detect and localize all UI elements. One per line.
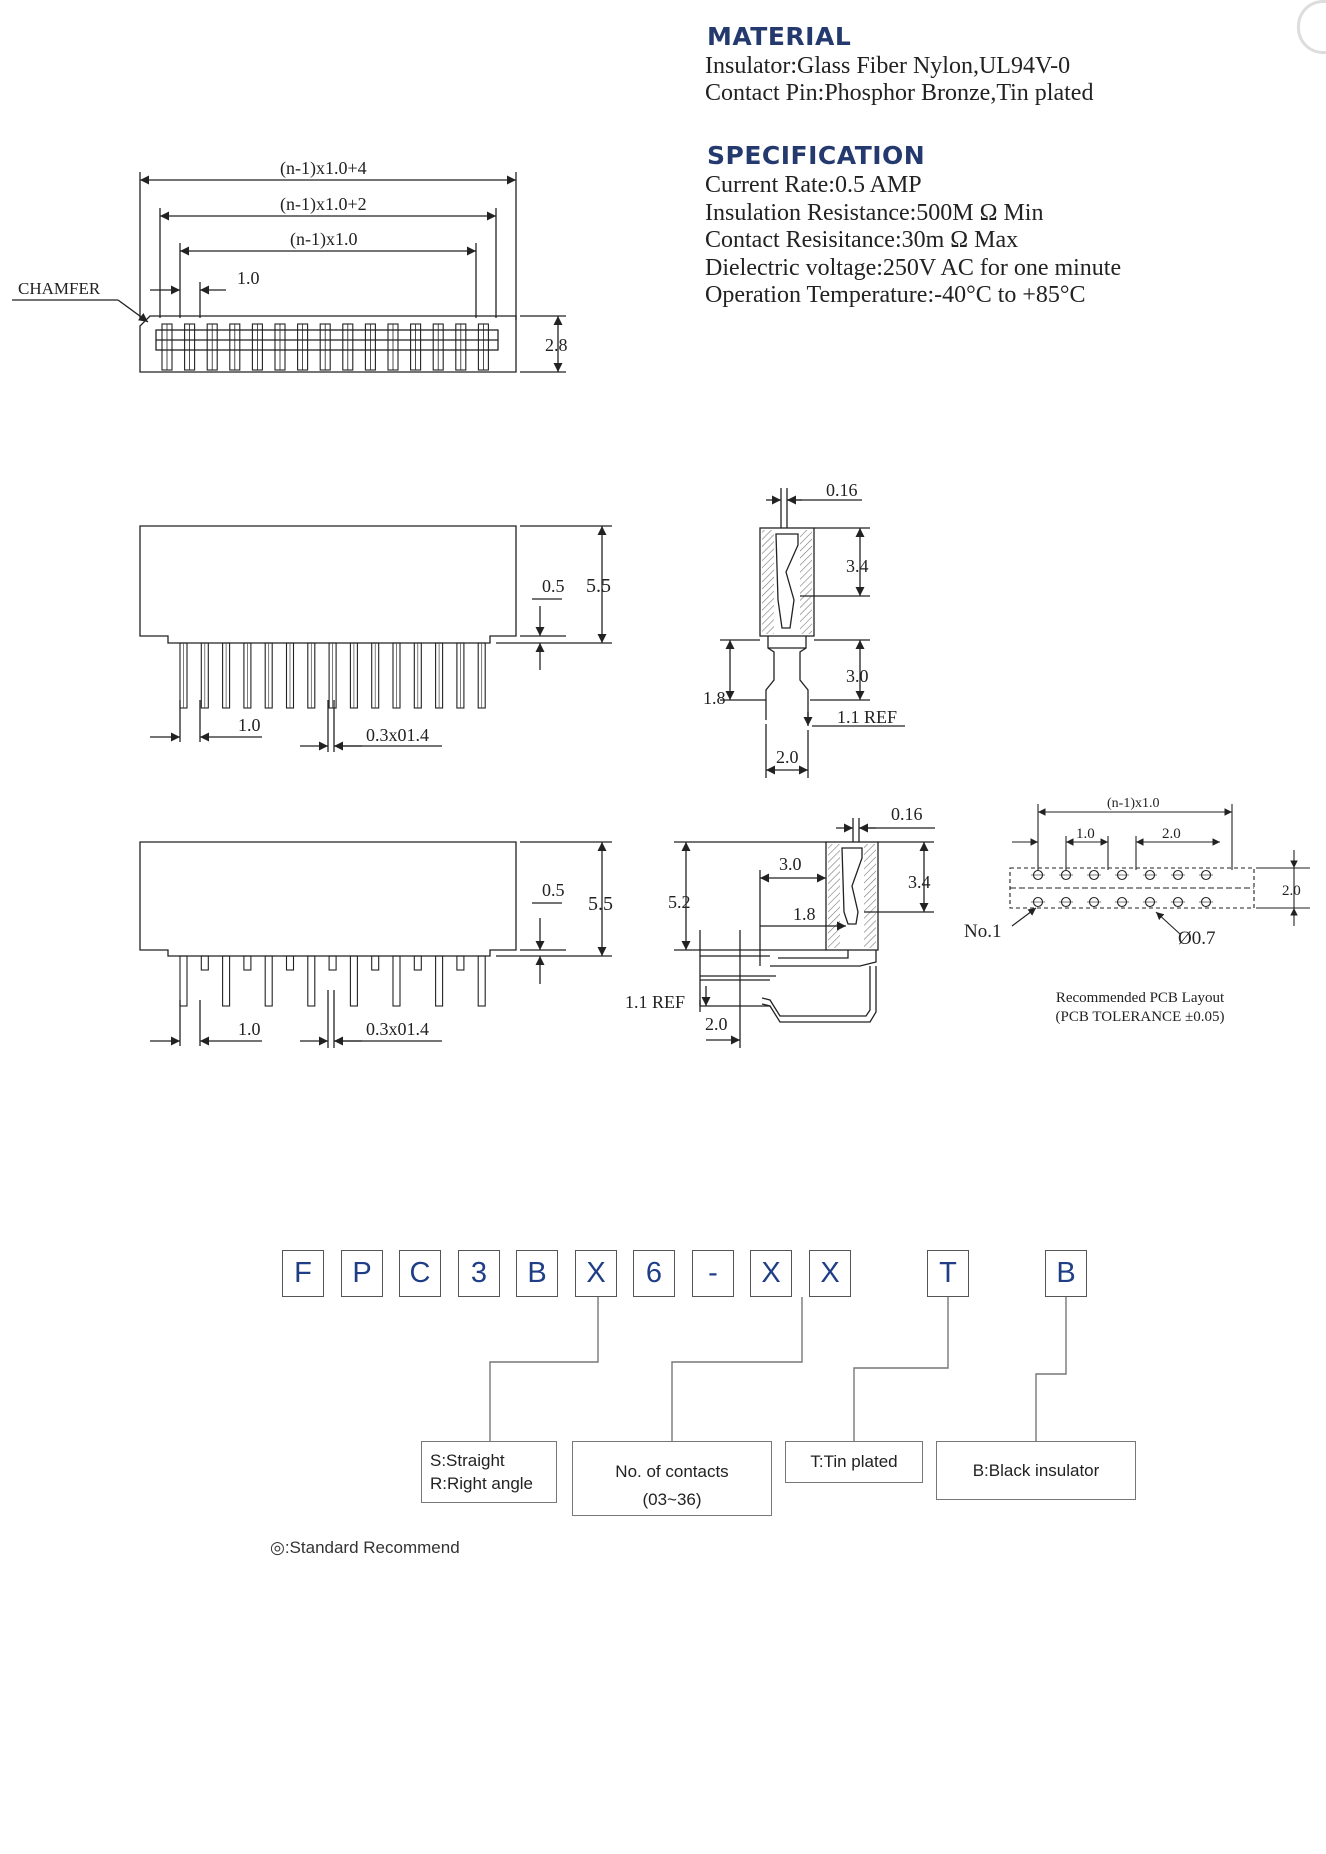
- right-angle-pin: [372, 956, 379, 970]
- option-color: [936, 1441, 1136, 1500]
- pn-box-contacts-1: X: [750, 1250, 792, 1297]
- right-angle-pin: [223, 956, 230, 1006]
- option-contacts-label: No. of contacts: [615, 1462, 729, 1481]
- pn-box-2: P: [341, 1250, 383, 1297]
- right-angle-pin: [350, 956, 357, 1006]
- top-view-contacts: [162, 324, 488, 370]
- pn-box-1: F: [282, 1250, 324, 1297]
- pn-box-contacts-2: X: [809, 1250, 851, 1297]
- rf-dim-offset: 0.5: [542, 880, 565, 900]
- option-plating-tin: T:Tin plated: [810, 1452, 898, 1471]
- spec-contact-resistance: Contact Resisitance:30m Ω Max: [705, 227, 1019, 253]
- pn-box-type: X: [575, 1250, 617, 1297]
- rs-dim-span: 2.0: [705, 1014, 728, 1034]
- spec-dielectric-voltage: Dielectric voltage:250V AC for one minute: [705, 255, 1122, 281]
- right-angle-pin: [414, 956, 421, 970]
- pn-box-7: 6: [633, 1250, 675, 1297]
- rs-dim-ref: 1.1 REF: [625, 992, 686, 1012]
- rf-dim-pitch: 1.0: [238, 1019, 261, 1039]
- pn-box-5: B: [516, 1250, 558, 1297]
- right-angle-pin: [436, 956, 443, 1006]
- option-type: [421, 1441, 557, 1503]
- pcb-dim-row-offset: 2.0: [1162, 826, 1181, 842]
- straight-side-view: [720, 488, 905, 778]
- right-angle-pin: [457, 956, 464, 970]
- sf-dim-offset: 0.5: [542, 576, 565, 596]
- right-angle-pin: [478, 956, 485, 1006]
- dim-pitch: 1.0: [237, 268, 260, 288]
- rf-body: [140, 842, 516, 956]
- right-angle-pin: [244, 956, 251, 970]
- rs-dim-wall: 0.16: [891, 804, 923, 824]
- pcb-caption-title: Recommended PCB Layout: [1055, 990, 1225, 1006]
- pcb-caption-tolerance: (PCB TOLERANCE ±0.05): [1055, 1009, 1225, 1025]
- right-angle-pin: [287, 956, 294, 970]
- straight-front-view: [140, 526, 612, 752]
- pcb-no1-label: No.1: [964, 921, 1002, 942]
- right-angle-pin: [308, 956, 315, 1006]
- standard-recommend-note: ◎:Standard Recommend: [270, 1538, 460, 1557]
- spec-insulation-resistance: Insulation Resistance:500M Ω Min: [705, 200, 1044, 226]
- rs-dim-height: 5.2: [668, 892, 691, 912]
- rf-dim-pin-size: 0.3x01.4: [366, 1019, 429, 1039]
- dim-pitch-span: (n-1)x1.0: [290, 229, 358, 249]
- option-type-straight: S:Straight: [430, 1451, 505, 1470]
- right-angle-pin: [393, 956, 400, 1006]
- rf-dim-height: 5.5: [588, 893, 613, 915]
- spec-operation-temperature: Operation Temperature:-40°C to +85°C: [705, 282, 1086, 308]
- chamfer-label: CHAMFER: [18, 279, 101, 298]
- ss-dim-wall: 0.16: [826, 480, 858, 500]
- material-insulator: Insulator:Glass Fiber Nylon,UL94V-0: [705, 53, 1071, 79]
- pn-box-3: C: [399, 1250, 441, 1297]
- sf-dim-pin-size: 0.3x01.4: [366, 725, 429, 745]
- rs-dim-upper: 3.4: [908, 872, 931, 892]
- dim-height: 2.8: [545, 335, 568, 355]
- material-heading: MATERIAL: [707, 22, 852, 51]
- rs-dim-offset: 1.8: [793, 904, 816, 924]
- sf-dim-pitch: 1.0: [238, 715, 261, 735]
- option-contacts: [572, 1441, 772, 1516]
- ss-dim-lower: 3.0: [846, 666, 869, 686]
- sf-dim-height: 5.5: [586, 575, 611, 597]
- pcb-dim-row-spacing: 2.0: [1282, 883, 1301, 899]
- straight-front-body: [140, 526, 516, 643]
- ss-dim-upper: 3.4: [846, 556, 869, 576]
- material-contact-pin: Contact Pin:Phosphor Bronze,Tin plated: [705, 80, 1094, 106]
- option-color-black: B:Black insulator: [972, 1460, 1100, 1480]
- pcb-layout: [1010, 804, 1310, 934]
- ss-dim-offset: 1.8: [703, 688, 726, 708]
- pn-box-dash: -: [692, 1250, 734, 1297]
- specification-heading: SPECIFICATION: [707, 141, 926, 170]
- option-plating: [785, 1441, 923, 1483]
- rs-dim-horizontal: 3.0: [779, 854, 802, 874]
- right-angle-pin: [265, 956, 272, 1006]
- right-angle-front-pins: [180, 956, 485, 1006]
- part-number-leaders: [490, 1297, 1066, 1450]
- dim-inner-length: (n-1)x1.0+2: [280, 194, 367, 214]
- straight-front-pins: [180, 643, 485, 708]
- pcb-dim-pitch: 1.0: [1076, 826, 1095, 842]
- right-angle-front-view: [140, 842, 612, 1048]
- dim-overall-length: (n-1)x1.0+4: [280, 158, 367, 178]
- option-type-right-angle: R:Right angle: [430, 1474, 534, 1493]
- ss-dim-span: 2.0: [776, 747, 799, 767]
- option-contacts-range: (03~36): [642, 1490, 702, 1509]
- pn-box-color: B: [1045, 1250, 1087, 1297]
- right-angle-pin: [180, 956, 187, 1006]
- pcb-hole-diameter: Ø0.7: [1178, 928, 1216, 949]
- right-angle-pin: [329, 956, 336, 970]
- pn-box-plating: T: [927, 1250, 969, 1297]
- ss-dim-ref: 1.1 REF: [837, 707, 898, 727]
- spec-current-rate: Current Rate:0.5 AMP: [705, 172, 922, 198]
- pn-box-4: 3: [458, 1250, 500, 1297]
- pcb-dim-span: (n-1)x1.0: [1107, 796, 1160, 811]
- right-angle-pin: [201, 956, 208, 970]
